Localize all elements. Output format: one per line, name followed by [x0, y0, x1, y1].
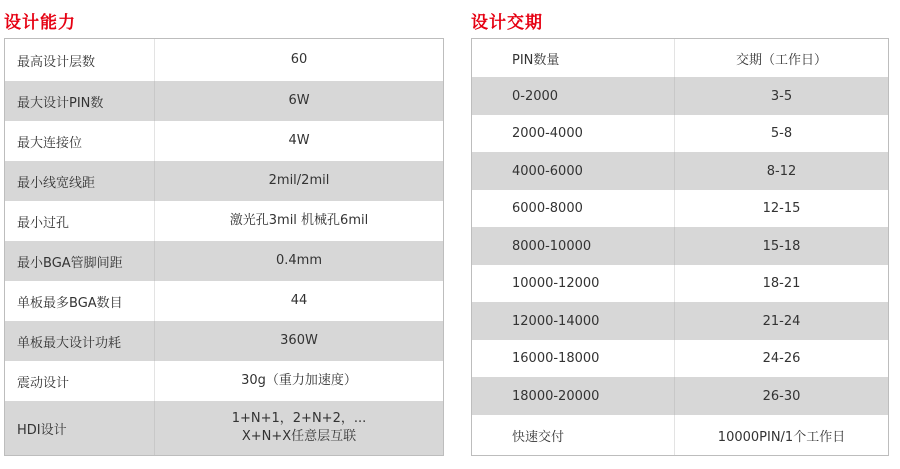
header-pin-count: PIN数量 [472, 39, 675, 77]
design-capability-table [4, 38, 444, 456]
row-value: 6W [288, 93, 310, 108]
leadtime-days: 24-26 [762, 351, 801, 366]
table-row [472, 227, 888, 265]
table-row [5, 281, 443, 321]
row-value: 360W [280, 333, 318, 348]
row-label: 最高设计层数 [5, 39, 155, 81]
row-label: 最大连接位 [5, 121, 155, 161]
row-label: 单板最多BGA数目 [5, 281, 155, 321]
pin-range: 12000-14000 [472, 302, 675, 340]
table-row [5, 321, 443, 361]
row-label: 最小过孔 [5, 201, 155, 241]
pin-range: 8000-10000 [472, 227, 675, 265]
leadtime-days: 21-24 [762, 313, 801, 329]
design-leadtime-title: 设计交期 [471, 13, 543, 33]
pin-range: 2000-4000 [472, 115, 675, 152]
leadtime-days: 8-12 [766, 163, 797, 179]
pin-range: 快速交付 [472, 415, 675, 455]
row-value: 0.4mm [275, 253, 322, 268]
row-label: 最小线宽线距 [5, 161, 155, 201]
design-capability-title: 设计能力 [4, 13, 76, 33]
row-label: 震动设计 [5, 361, 155, 401]
table-row [472, 77, 888, 115]
table-row [5, 241, 443, 281]
table-row [5, 201, 443, 241]
row-value-line: X+N+X任意层互联 [241, 429, 357, 444]
table-row [5, 121, 443, 161]
pin-range: 4000-6000 [472, 152, 675, 190]
row-value: 4W [288, 133, 310, 148]
table-row [472, 415, 888, 455]
design-leadtime-table [471, 38, 889, 456]
table-row [472, 340, 888, 377]
table-row [472, 265, 888, 302]
table-row [472, 302, 888, 340]
row-label: HDI设计 [5, 401, 155, 455]
table-row [5, 81, 443, 121]
header-leadtime: 交期（工作日） [735, 52, 827, 68]
pin-range: 6000-8000 [472, 190, 675, 227]
row-value [155, 401, 443, 455]
leadtime-days: 12-15 [762, 201, 801, 216]
row-value-line: 1+N+1，2+N+2，... [231, 411, 367, 426]
table-row [472, 115, 888, 152]
table-row [5, 39, 443, 81]
table-row [472, 190, 888, 227]
leadtime-days: 5-8 [770, 126, 793, 141]
leadtime-days: 18-21 [762, 276, 801, 291]
pin-range: 18000-20000 [472, 377, 675, 415]
table-row [5, 161, 443, 201]
row-label: 单板最大设计功耗 [5, 321, 155, 361]
row-value: 44 [290, 293, 308, 308]
row-label: 最小BGA管脚间距 [5, 241, 155, 281]
table-row [472, 377, 888, 415]
table-row [5, 401, 443, 455]
leadtime-days: 15-18 [762, 238, 801, 254]
table-row [5, 361, 443, 401]
table-header-row [472, 39, 888, 77]
row-value: 60 [290, 52, 308, 67]
leadtime-days: 26-30 [762, 388, 801, 404]
pin-range: 10000-12000 [472, 265, 675, 302]
table-row [472, 152, 888, 190]
row-value: 2mil/2mil [268, 173, 330, 188]
row-value: 激光孔3mil 机械孔6mil [229, 213, 369, 228]
leadtime-days: 3-5 [770, 88, 793, 104]
row-label: 最大设计PIN数 [5, 81, 155, 121]
pin-range: 16000-18000 [472, 340, 675, 377]
leadtime-days: 10000PIN/1个工作日 [717, 429, 846, 445]
pin-range: 0-2000 [472, 77, 675, 115]
row-value: 30g（重力加速度） [241, 373, 357, 388]
